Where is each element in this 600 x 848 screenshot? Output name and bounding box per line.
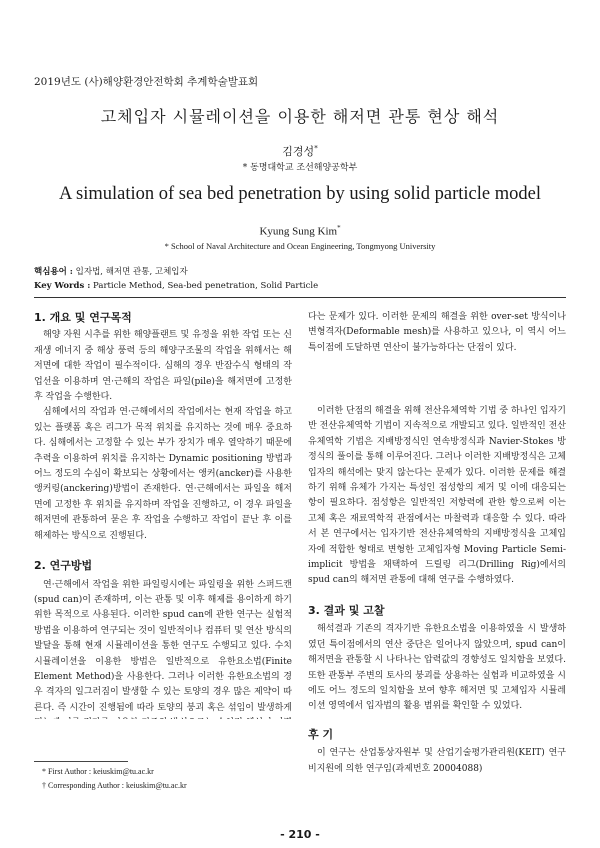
left-column xyxy=(34,310,292,719)
footnote-corresponding-author: † Corresponding Author : keiuskim@tu.ac.kr xyxy=(42,781,187,790)
section2-right-clip xyxy=(308,310,566,404)
section2-paragraph-continued: 다는 문제가 있다. 이러한 문제의 해결을 위한 over-set 방식이나 변형격자(Deformable mesh)를 사용하고 있으나, 이 역시 어느 특이점에 도달하면 연산이 불가능하다는 단점이 있다. xyxy=(308,312,566,353)
page-number: - 210 - xyxy=(280,828,320,841)
section1-paragraph: 해양 자원 시추를 위한 해양플랜트 및 유정을 위한 작업 또는 신재생 에너지 중 해상 풍력 등의 해양구조물의 작업을 위해서는 해저면에 대한 작업이 필수적이다. 심해의 경우 반잠수식 형태의 작업선을 이용하며 연·근해의 작업은 파일(pile)을 해저면에 고정한 후 작업을 수행한다. xyxy=(34,330,292,403)
acknowledgement-paragraph: 이 연구는 산업통상자원부 및 산업기술평가관리원(KEIT) 연구비지원에 의한 연구임(과제번호 20004088) xyxy=(308,748,566,774)
right-column xyxy=(308,310,566,777)
keywords-english-label: Key Words : xyxy=(34,281,91,291)
section2-left-clip xyxy=(34,578,292,719)
author-mark: * xyxy=(314,144,318,153)
affiliation-korean: * 동명대학교 조선해양공학부 xyxy=(242,163,358,173)
title-english: A simulation of sea bed penetration by using solid particle model xyxy=(59,184,541,204)
author-english-mark: * xyxy=(337,224,341,232)
author-english xyxy=(0,224,600,238)
section2-paragraph: 연·근해에서 작업을 위한 파일링시에는 파일링을 위한 스퍼드캔(spud can)이 존재하며, 이는 관통 및 이후 해제를 용이하게 하기 위한 목적으로 사용된다. 이러한 spud can에 관한 연구는 실험적 방법을 이용하여 연구되는 것이 일반적이나 컴퓨터 및 연산 방식의 발달을 통해 현재 시뮬레이션을 통한 연구도 수행되고 있다. 수치 시뮬레이션을 이용한 방법은 일반적으로 유한요소법(Finite Element Method)을 사용한다. 그러나 이러한 유한요소법의 경우 격자의 일그러짐이 발생할 수 있는 토양의 경우 많은 제약이 따른다. 즉 시간이 진행됨에 따라 토양의 붕괴 혹은 섞임이 발생하게 xyxy=(34,579,292,713)
author-korean-name: 김경성 xyxy=(282,145,315,158)
keywords-korean xyxy=(34,265,188,277)
keywords-korean-text: 입자법, 해저면 관통, 고체입자 xyxy=(75,267,188,277)
section1-heading: 1. 개요 및 연구목적 xyxy=(34,311,132,324)
acknowledgement-heading: 후 기 xyxy=(308,727,334,741)
section2-paragraph: 이러한 단점의 해결을 위해 전산유체역학 기법 중 하나인 입자기반 전산유체역학 기법이 지속적으로 개발되고 있다. 일반적인 전산유체역학 기법은 지배방정식인 연속방정식과 Navier-Stokes 방정식의 풀이를 통해 이루어진다. 그러나 이러한 지배방정식은 고체입자의 해석에는 맞지 않는다는 문제가 있다. 이러한 문제를 해결하기 위해 유체가 가지는 특성인 점성항의 제거 및 이에 대응되는 항이 필요하다. 점성항은 일반적인 저항력에 관한 항으로써 이는 고체 혹은 재료역학적 관점에서는 마찰력과 대응할 수 있다. 따라서 본 연구에서는 입자기반 전산유체역학의 지배방정식을 고체입자에 적합한 형태로 변형한 고체입자형 Moving Particle Semi-implicit 방법을 채택하여 드릴링 리그(Drilling Rig)에서의 spud can의 해저면 관통에 대해 연구를 수행하였다. xyxy=(308,406,566,586)
keywords-english-text: Particle Method, Sea-bed penetration, Solid Particle xyxy=(93,281,319,291)
footnote-first-author: * First Author : keiuskim@tu.ac.kr xyxy=(42,767,154,776)
title-korean: 고체입자 시뮬레이션을 이용한 해저면 관통 현상 해석 xyxy=(100,107,500,126)
keywords-korean-label: 핵심용어 : xyxy=(34,267,73,277)
conference-header: 2019년도 (사)해양환경안전학회 추계학술발표회 xyxy=(34,76,259,88)
author-korean xyxy=(0,143,600,159)
affiliation-english: * School of Naval Architecture and Ocean Engineering, Tongmyong University xyxy=(164,241,436,251)
keywords-english xyxy=(34,281,318,291)
author-english-name: Kyung Sung Kim xyxy=(259,225,338,238)
section3-heading: 3. 결과 및 고찰 xyxy=(308,603,385,617)
section2-heading: 2. 연구방법 xyxy=(34,559,93,573)
header-divider xyxy=(34,297,566,298)
footnote-divider xyxy=(34,761,128,762)
section1-paragraph: 심해에서의 작업과 연·근해에서의 작업에서는 현재 작업을 하고 있는 플랫폼 혹은 리그가 목적 위치를 유지하는 것에 매우 중요하다. 심해에서는 고정할 수 있는 부가 장치가 매우 열악하기 때문에 추력을 이용하여 위치를 유지하는 Dynamic positioning 방법과 어느 정도의 수심이 확보되는 상황에서는 앵커(ancker)를 사용한 앵커링(anckering)방법이 존재한다. 연·근해에서는 파일을 해저면에 고정한 후 위치를 유지하며 작업을 진행하고, 이 경우 파일을 해저면에 관통하여 묻은 후 작업을 수행하고 작업이 끝난 후 이를 해제하는 방식으로 진행된다. xyxy=(34,407,292,541)
section3-paragraph: 해석결과 기존의 격자기반 유한요소법을 이용하였을 시 발생하였던 특이점에서의 연산 중단은 일어나지 않았으며, spud can이 해저면을 관통할 시 나타나는 압력값의 경향성도 일치함을 보였다. 또한 관통부 주변의 토사의 붕괴를 상용하는 실험과 비교하였을 시에도 어느 정도의 일치함을 보여 향후 해저면 및 고체입자 시뮬레이션 영역에서 입자법의 활용 범위를 확인할 수 있었다. xyxy=(308,624,566,712)
